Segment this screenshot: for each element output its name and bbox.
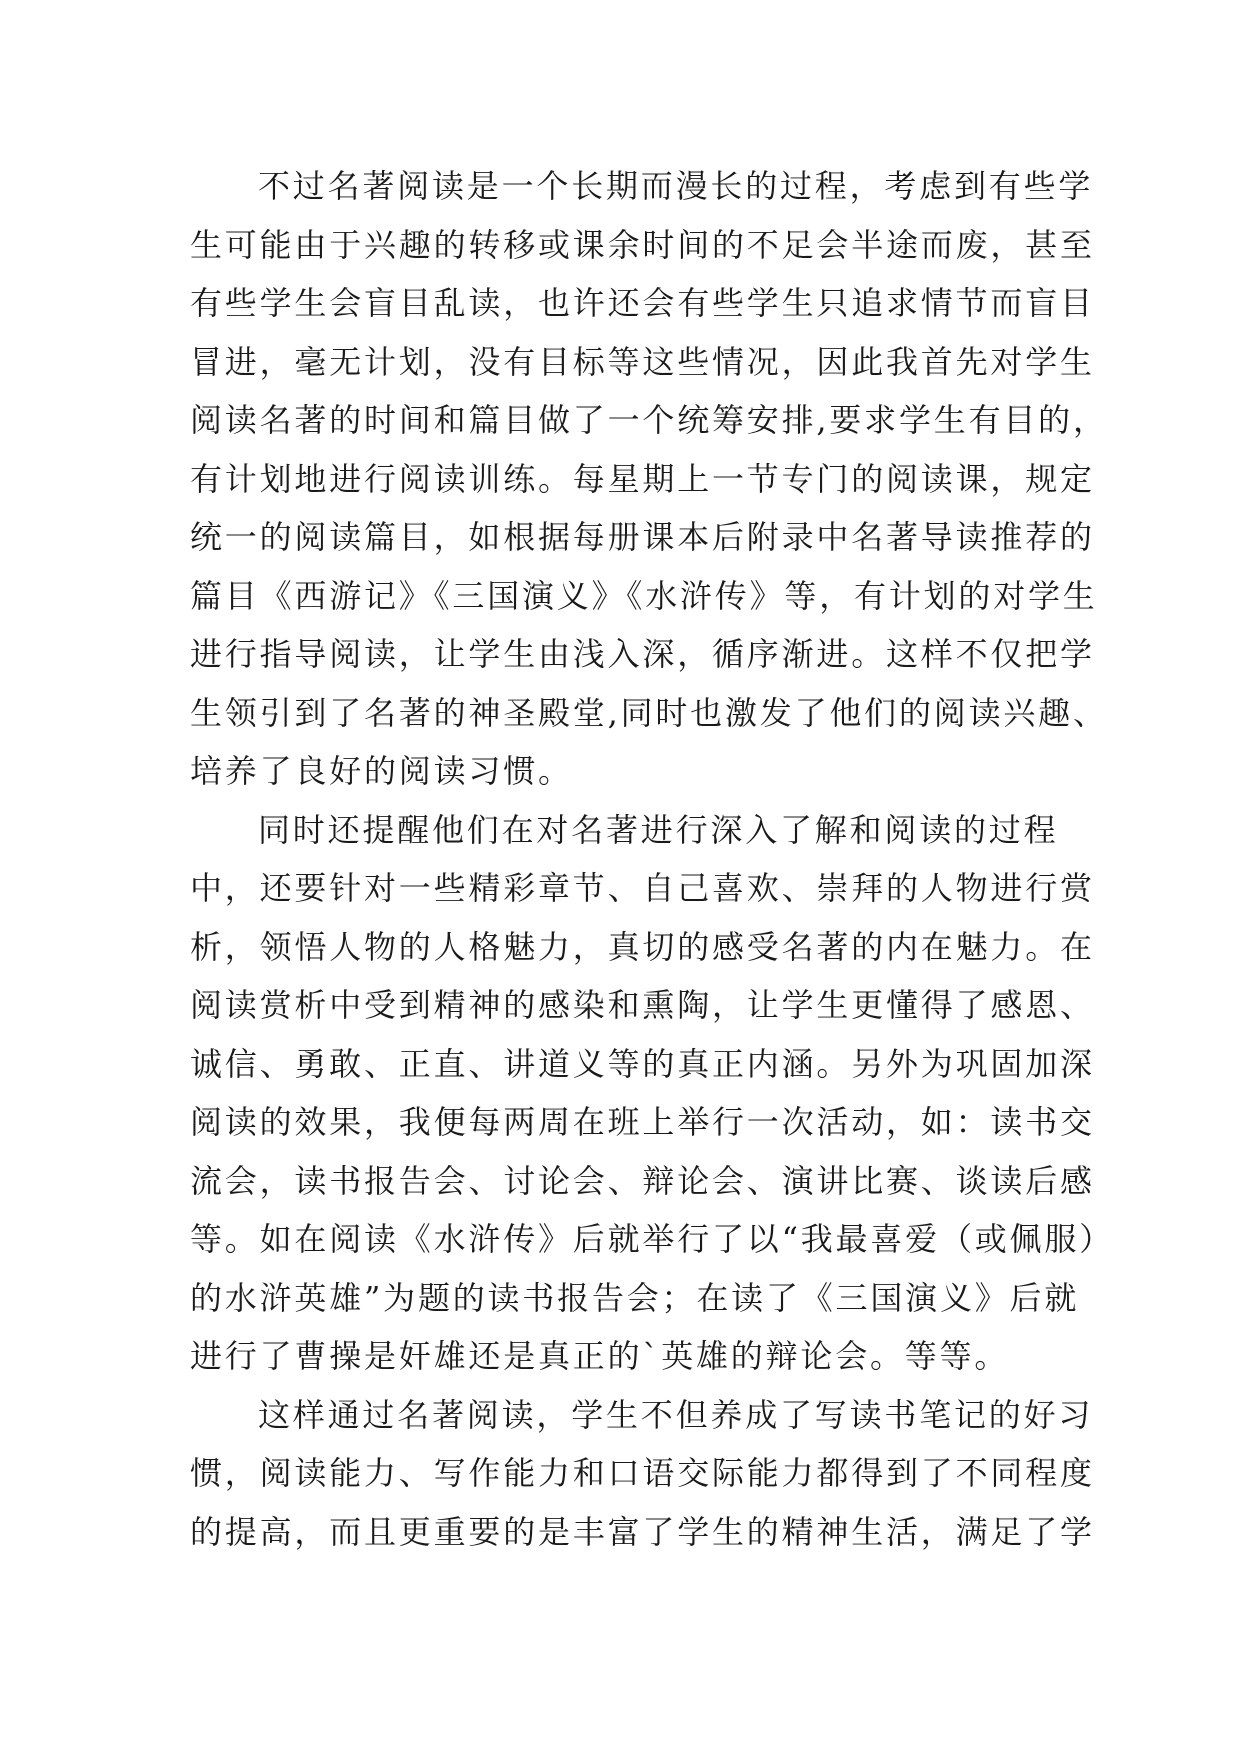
text-line: 统一的阅读篇目，如根据每册课本后附录中名著导读推荐的 (190, 518, 1095, 556)
text-line: 篇目《西游记》《三国演义》《水浒传》等，有计划的对学生 (190, 576, 1098, 615)
text-line: 不过名著阅读是一个长期而漫长的过程，考虑到有些学 (258, 167, 1094, 205)
text-line: 同时还提醒他们在对名著进行深入了解和阅读的过程 (258, 810, 1059, 849)
body-text (190, 157, 1114, 1561)
text-line: 析，领悟人物的人格魅力，真切的感受名著的内在魅力。在 (190, 927, 1095, 966)
text-line: 冒进，毫无计划，没有目标等这些情况，因此我首先对学生 (190, 342, 1095, 381)
text-line: 惯，阅读能力、写作能力和口语交际能力都得到了不同程度 (190, 1454, 1095, 1492)
text-line: 生可能由于兴趣的转移或课余时间的不足会半途而废，甚至 (190, 225, 1095, 264)
text-line: 阅读的效果，我便每两周在班上举行一次活动，如：读书交 (190, 1103, 1095, 1141)
text-line: 的提高，而且更重要的是丰富了学生的精神生活，满足了学 (190, 1512, 1095, 1551)
paragraph-2 (190, 801, 1114, 1386)
text-line: 等。如在阅读《水浒传》后就举行了以“我最喜爱（或佩服） (190, 1220, 1114, 1258)
text-line: 阅读名著的时间和篇目做了一个统筹安排,要求学生有目的， (190, 401, 1108, 439)
text-line: 这样通过名著阅读，学生不但养成了写读书笔记的好习 (258, 1395, 1094, 1434)
text-line: 有些学生会盲目乱读，也许还会有些学生只追求情节而盲目 (190, 284, 1095, 322)
paragraph-1 (190, 157, 1108, 801)
text-line: 进行了曹操是奸雄还是真正的`英雄的辩论会。等等。 (190, 1337, 1010, 1375)
text-line: 有计划地进行阅读训练。每星期上一节专门的阅读课，规定 (190, 459, 1095, 498)
text-line: 中，还要针对一些精彩章节、自己喜欢、崇拜的人物进行赏 (190, 869, 1095, 907)
text-line: 流会，读书报告会、讨论会、辩论会、演讲比赛、谈读后感 (190, 1161, 1095, 1200)
text-line: 进行指导阅读，让学生由浅入深，循序渐进。这样不仅把学 (190, 635, 1095, 673)
text-line: 阅读赏析中受到精神的感染和熏陶，让学生更懂得了感恩、 (190, 986, 1095, 1024)
text-line: 诚信、勇敢、正直、讲道义等的真正内涵。另外为巩固加深 (190, 1044, 1095, 1083)
text-line: 生领引到了名著的神圣殿堂,同时也激发了他们的阅读兴趣、 (190, 693, 1108, 732)
paragraph-3 (190, 1386, 1095, 1562)
text-line: 培养了良好的阅读习惯。 (190, 752, 573, 790)
text-line: 的水浒英雄”为题的读书报告会；在读了《三国演义》后就 (190, 1278, 1080, 1317)
